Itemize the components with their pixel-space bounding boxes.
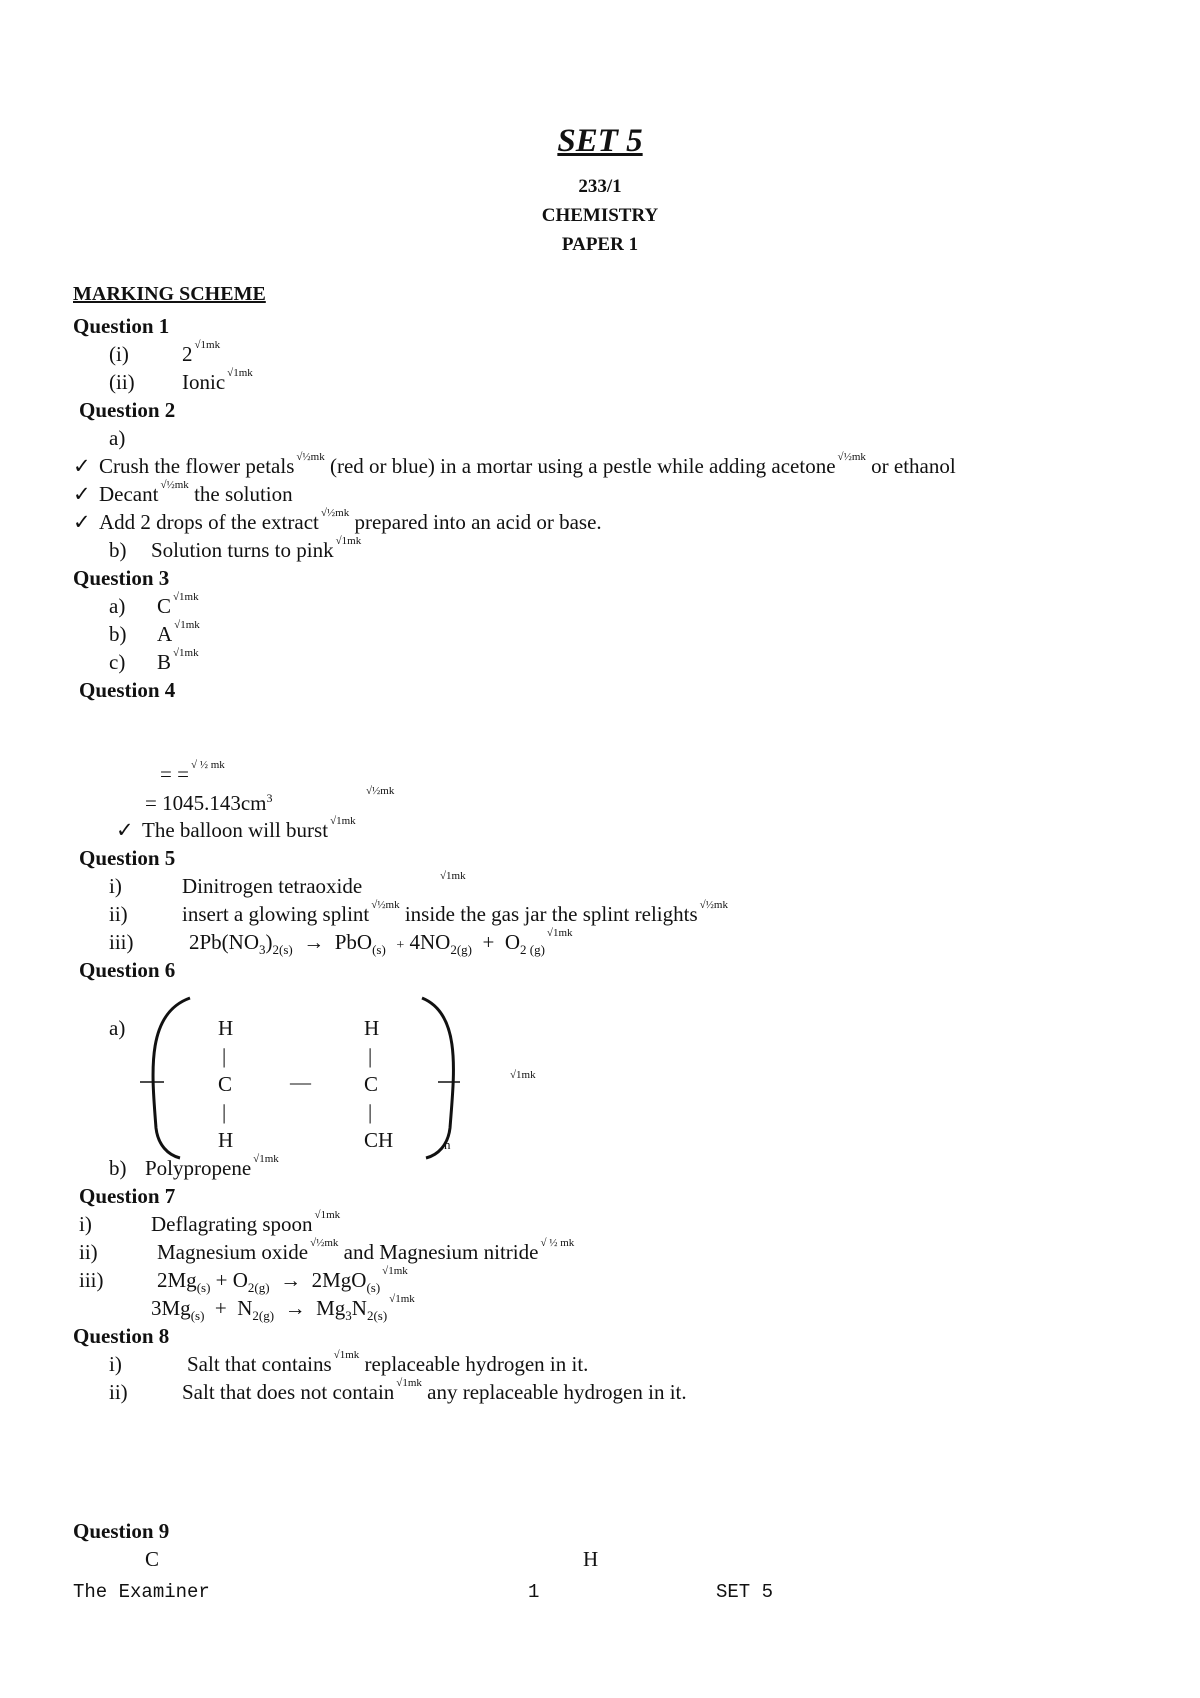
check-icon: ✓ bbox=[73, 510, 91, 534]
q5-iii-equation: $2Pb(NO_3)_{2(s)} \to PbO_{(s)} + 4NO_{2(g)} + O_{2 (g)}^{√1mk}$ bbox=[189, 927, 573, 958]
q6-a-mark: √1mk bbox=[510, 1069, 536, 1081]
bond-horizontal: — bbox=[290, 1070, 311, 1094]
q7-i-answer: Deflagrating spoon $^{√1mk}$ bbox=[151, 1209, 341, 1236]
group-ch3: CH bbox=[364, 1128, 394, 1152]
q2-a-label: a) bbox=[109, 426, 126, 450]
atom-c-right: C bbox=[364, 1072, 379, 1096]
check-icon: ✓ bbox=[116, 818, 134, 842]
q7-title: Question 7 bbox=[79, 1184, 176, 1208]
bond-vertical: | bbox=[368, 1044, 373, 1068]
q2-b-label: b) bbox=[109, 538, 127, 562]
repeat-n: n bbox=[444, 1137, 451, 1152]
paper-code: 233/1 bbox=[578, 176, 622, 197]
q7-ii-answer: Magnesium oxide $^{√\frac{1}{2}mk}$ and Magnesium nitride $^{√ \frac{1}{2} mk}$ bbox=[157, 1237, 575, 1264]
marking-scheme-heading: MARKING SCHEME bbox=[73, 283, 266, 305]
q1-ii-num: (ii) bbox=[109, 370, 135, 394]
paper-number: PAPER 1 bbox=[561, 234, 639, 255]
q5-iii-label: iii) bbox=[109, 930, 134, 954]
q8-title: Question 8 bbox=[73, 1324, 170, 1348]
q8-i-label: i) bbox=[109, 1352, 122, 1376]
bond-vertical: | bbox=[222, 1100, 227, 1124]
doc-title: SET 5 bbox=[557, 123, 643, 159]
q6-title: Question 6 bbox=[79, 958, 176, 982]
q4-equation-1: = = $^{√ \frac{1}{2} mk}$ bbox=[160, 759, 225, 786]
q6-b-answer: Polypropene $^{√1mk}$ bbox=[145, 1153, 279, 1180]
q3-b-answer: A $^{√1mk}$ bbox=[157, 619, 200, 646]
q3-a-answer: C $^{√1mk}$ bbox=[157, 591, 199, 618]
q7-iii-equation-2: $3Mg_{(s)} + N_{2(g)} \to Mg_3N_{2(s)}^{√1mk}$ bbox=[151, 1293, 415, 1324]
q5-ii-label: ii) bbox=[109, 902, 128, 926]
check-icon: ✓ bbox=[73, 482, 91, 506]
q5-i-mark: √1mk bbox=[440, 870, 466, 882]
q3-c-label: c) bbox=[109, 650, 126, 674]
atom-h-top-left: H bbox=[218, 1016, 234, 1040]
subject-name: CHEMISTRY bbox=[541, 205, 659, 226]
q4-title: Question 4 bbox=[79, 678, 176, 702]
q6-a-label: a) bbox=[109, 1016, 126, 1040]
q7-iii-label: iii) bbox=[79, 1268, 104, 1292]
q2-b-answer: Solution turns to pink $^{√1mk}$ bbox=[151, 535, 362, 562]
q2-line-2: ✓ Decant $^{√\frac{1}{2}mk}$ the solution bbox=[73, 479, 293, 506]
q9-col-h: H bbox=[583, 1547, 599, 1571]
q7-ii-label: ii) bbox=[79, 1240, 98, 1264]
q2-line-1: ✓ Crush the flower petals $^{√\frac{1}{2}mk}$ (red or blue) in a mortar using a pestle while adding acetone $^{√\frac{1}{2}mk}$ or ethanol bbox=[73, 451, 956, 478]
q1-ii-answer: Ionic $^{√1mk}$ bbox=[182, 367, 253, 394]
atom-h-bottom-left: H bbox=[218, 1128, 234, 1152]
q4-equation-2: = $1045.143cm^3$ bbox=[145, 791, 273, 815]
q4-line-3: ✓ The balloon will burst $^{√1mk}$ bbox=[116, 815, 356, 842]
q3-title: Question 3 bbox=[73, 566, 170, 590]
q8-i-answer: Salt that contains $^{√1mk}$ replaceable hydrogen in it. bbox=[187, 1349, 589, 1376]
q2-line-3: ✓ Add 2 drops of the extract $^{√\frac{1}{2}mk}$ prepared into an acid or base. bbox=[73, 507, 602, 534]
q7-iii-equation-1: $2Mg_{(s)} + O_{2(g)} \to 2MgO_{(s)}^{√1mk}$ bbox=[157, 1265, 408, 1296]
q5-title: Question 5 bbox=[79, 846, 176, 870]
q8-ii-label: ii) bbox=[109, 1380, 128, 1404]
q2-title: Question 2 bbox=[79, 398, 176, 422]
q5-ii-answer: insert a glowing splint $^{√\frac{1}{2}mk}$ inside the gas jar the splint relights $^{√\frac{1}{2}mk}$ bbox=[182, 899, 728, 926]
q8-ii-answer: Salt that does not contain $^{√1mk}$ any replaceable hydrogen in it. bbox=[182, 1377, 687, 1404]
q9-title: Question 9 bbox=[73, 1519, 170, 1543]
atom-h-top-right: H bbox=[364, 1016, 380, 1040]
q6-b-label: b) bbox=[109, 1156, 127, 1180]
q5-i-answer: Dinitrogen tetraoxide bbox=[182, 874, 363, 898]
footer-page-number: 1 bbox=[528, 1581, 540, 1603]
q3-a-label: a) bbox=[109, 594, 126, 618]
bond-vertical: | bbox=[222, 1044, 227, 1068]
q1-i-answer: 2 $^{√1mk}$ bbox=[182, 339, 221, 366]
atom-c-left: C bbox=[218, 1072, 233, 1096]
mark: √1mk bbox=[194, 339, 221, 351]
q1-i-num: (i) bbox=[109, 342, 129, 366]
q9-col-c: C bbox=[145, 1547, 160, 1571]
q1-title: Question 1 bbox=[73, 314, 170, 338]
q3-c-answer: B $^{√1mk}$ bbox=[157, 647, 199, 674]
q3-b-label: b) bbox=[109, 622, 127, 646]
footer-right: SET 5 bbox=[716, 1581, 774, 1603]
q7-i-label: i) bbox=[79, 1212, 92, 1236]
q4-eq2-mark: √½mk bbox=[366, 785, 395, 797]
q5-i-label: i) bbox=[109, 874, 122, 898]
mark: √1mk bbox=[227, 367, 253, 379]
footer-left: The Examiner bbox=[73, 1581, 210, 1603]
bond-vertical: | bbox=[368, 1100, 373, 1124]
check-icon: ✓ bbox=[73, 454, 91, 478]
